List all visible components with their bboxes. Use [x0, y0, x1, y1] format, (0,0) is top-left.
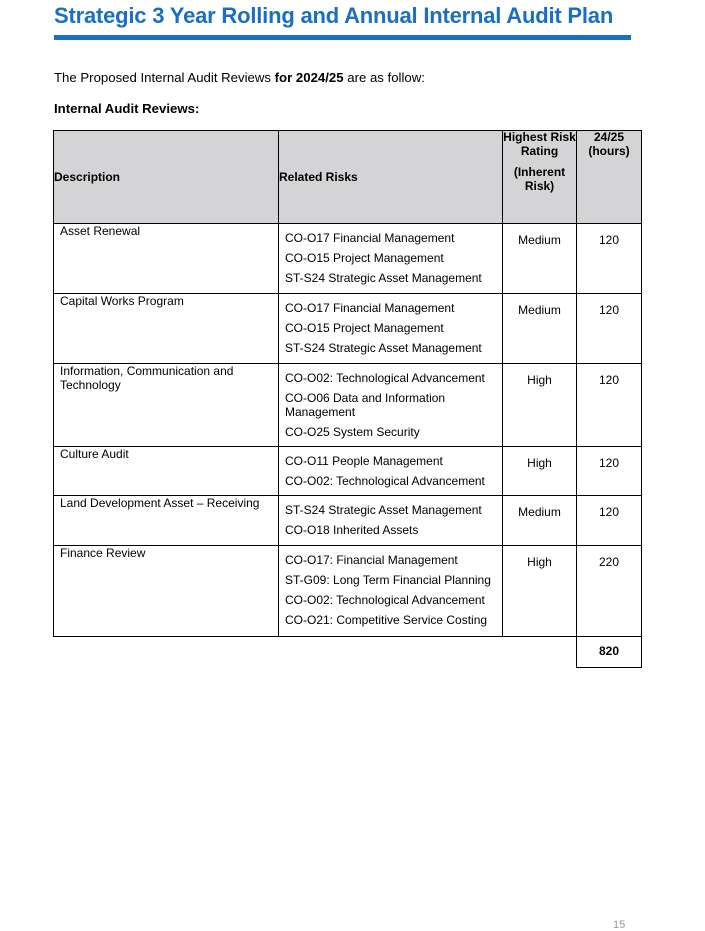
table-row — [54, 224, 642, 294]
total-row — [54, 637, 642, 668]
row-risk-rating: Medium — [503, 294, 577, 364]
total-row-spacer — [279, 637, 503, 668]
row-related-risks — [279, 447, 503, 496]
total-hours: 820 — [577, 637, 642, 668]
table-row — [54, 546, 642, 637]
table-row — [54, 496, 642, 546]
description-text: Culture Audit — [60, 447, 129, 461]
description-text: Land Development Asset – Receiving — [60, 496, 260, 510]
header-risk-rating-sub: (Inherent Risk) — [513, 165, 566, 193]
row-description — [54, 496, 279, 546]
total-row-spacer — [503, 637, 577, 668]
description-text: Capital Works Program — [60, 294, 184, 308]
row-related-risks — [279, 224, 503, 294]
risk-item: ST-S24 Strategic Asset Management — [285, 341, 482, 355]
risk-item: CO-O15 Project Management — [285, 321, 444, 335]
row-related-risks — [279, 364, 503, 447]
table-row — [54, 364, 642, 447]
row-related-risks — [279, 496, 503, 546]
row-related-risks — [279, 546, 503, 637]
row-description — [54, 546, 279, 637]
row-description — [54, 294, 279, 364]
row-risk-rating: Medium — [503, 224, 577, 294]
table-row — [54, 447, 642, 496]
row-risk-rating: Medium — [503, 496, 577, 546]
row-hours: 220 — [577, 546, 642, 637]
risk-item: CO-O11 People Management — [285, 454, 443, 468]
page-title: Strategic 3 Year Rolling and Annual Internal Audit Plan — [54, 3, 614, 28]
row-hours: 120 — [577, 447, 642, 496]
description-text: Finance Review — [60, 546, 146, 560]
intro-year: for 2024/25 — [274, 70, 344, 85]
row-hours: 120 — [577, 224, 642, 294]
section-heading: Internal Audit Reviews: — [54, 101, 200, 116]
risk-item: CO-O25 System Security — [285, 424, 420, 439]
risk-item: CO-O17 Financial Management — [285, 231, 455, 245]
intro-prefix: The Proposed Internal Audit Reviews — [54, 70, 275, 85]
row-risk-rating: High — [503, 364, 577, 447]
risk-item: ST-G09: Long Term Financial Planning — [285, 573, 491, 587]
row-risk-rating: High — [503, 546, 577, 637]
header-risk-rating-label: Highest Risk Rating — [503, 130, 576, 158]
intro-suffix: are as follow: — [343, 70, 425, 85]
table-row — [54, 294, 642, 364]
risk-item: CO-O15 Project Management — [285, 251, 444, 265]
row-risk-rating: High — [503, 447, 577, 496]
risk-item: CO-O17 Financial Management — [285, 301, 455, 315]
header-risk-rating — [503, 131, 577, 224]
total-row-spacer — [54, 637, 279, 668]
intro-paragraph — [54, 70, 425, 85]
row-related-risks — [279, 294, 503, 364]
page-number: 15 — [613, 919, 626, 931]
table-header-row — [54, 131, 642, 224]
risk-item: ST-S24 Strategic Asset Management — [285, 271, 482, 285]
risk-item: CO-O02: Technological Advancement — [285, 593, 485, 607]
header-hours: 24/25 (hours) — [577, 131, 642, 224]
risk-item: CO-O17: Financial Management — [285, 553, 458, 567]
row-description — [54, 364, 279, 447]
row-description — [54, 447, 279, 496]
risk-item: CO-O18 Inherited Assets — [285, 523, 419, 537]
header-description: Description — [54, 131, 279, 224]
title-underline — [54, 35, 631, 40]
risk-item: CO-O02: Technological Advancement — [285, 371, 485, 385]
risk-item: CO-O21: Competitive Service Costing — [285, 613, 488, 627]
header-related-risks: Related Risks — [279, 131, 503, 224]
risk-item: CO-O06 Data and Information Management — [285, 391, 446, 419]
description-text: Information, Communication and Technology — [60, 364, 234, 392]
risk-item: CO-O02: Technological Advancement — [285, 474, 485, 488]
row-hours: 120 — [577, 364, 642, 447]
description-text: Asset Renewal — [60, 224, 141, 238]
row-hours: 120 — [577, 496, 642, 546]
row-hours: 120 — [577, 294, 642, 364]
risk-item: ST-S24 Strategic Asset Management — [285, 503, 482, 517]
audit-reviews-table — [53, 130, 642, 668]
row-description — [54, 224, 279, 294]
